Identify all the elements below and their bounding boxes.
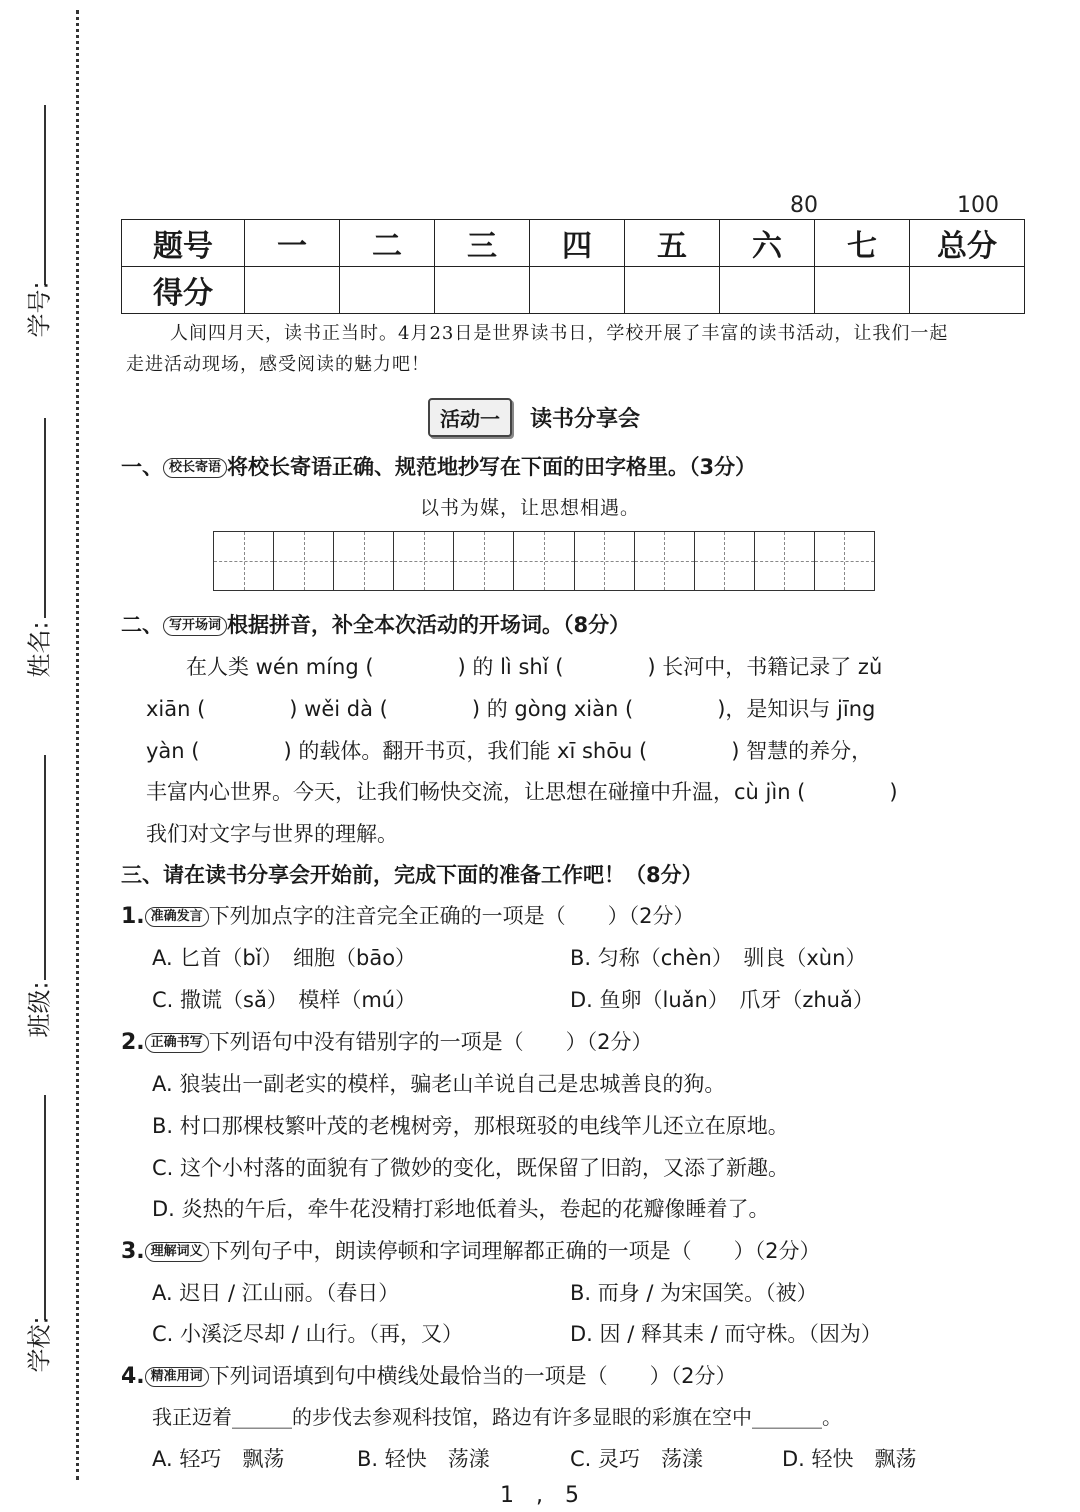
q3-item3-stem: [121, 1235, 821, 1265]
q3-item1-option-c[interactable]: C. 撒谎（sǎ） 模样（mú）: [152, 988, 417, 1012]
grid-cell[interactable]: [635, 532, 695, 590]
grid-cell[interactable]: [575, 532, 635, 590]
q2-line-4: 丰富内心世界。今天，让我们畅快交流，让思想在碰撞中升温，cù jìn ( ): [146, 780, 898, 804]
q1-tag: 校长寄语: [163, 458, 227, 478]
grid-cell[interactable]: [274, 532, 334, 590]
q2-number: 二、: [121, 613, 163, 637]
q2-heading: [121, 609, 630, 639]
score-header-cell: 四: [530, 220, 625, 267]
score-table-score-row: [122, 267, 1025, 314]
item-text: 下列句子中，朗读停顿和字词理解都正确的一项是（ ）（2分）: [208, 1239, 821, 1263]
q3-item2-option-c[interactable]: C. 这个小村落的面貌有了微妙的变化，既保留了旧韵，又添了新趣。: [152, 1156, 790, 1180]
q3-item3-option-b[interactable]: B. 而身 / 为宋国笑。（被）: [570, 1281, 818, 1305]
grid-cell[interactable]: [454, 532, 514, 590]
q3-item2-option-b[interactable]: B. 村口那棵枝繁叶茂的老槐树旁，那根斑驳的电线竿儿还立在原地。: [152, 1114, 789, 1138]
score-header-cell: 题号: [122, 220, 245, 267]
score-input-cell[interactable]: [720, 267, 815, 314]
binding-dotted-line: [76, 10, 79, 1480]
tianzige-grid[interactable]: [213, 531, 875, 591]
q3-heading: 三、请在读书分享会开始前，完成下面的准备工作吧！（8分）: [121, 863, 703, 887]
q2-line-5: 我们对文字与世界的理解。: [146, 822, 398, 846]
item-number: 2.: [121, 1030, 145, 1055]
item-tag: 准确发言: [145, 907, 209, 927]
q3-item1-option-a[interactable]: A. 匕首（bǐ） 细胞（bāo）: [152, 946, 417, 970]
class-line[interactable]: [44, 755, 46, 980]
q3-item1-stem: [121, 900, 695, 930]
page-number: 1 , 5: [500, 1483, 579, 1508]
grid-cell[interactable]: [815, 532, 874, 590]
item-text: 下列加点字的注音完全正确的一项是（ ）（2分）: [208, 904, 695, 928]
q1-heading: [121, 451, 756, 481]
student-id-line[interactable]: [44, 105, 46, 285]
activity-label: 活动一: [428, 398, 512, 437]
q3-item3-option-a[interactable]: A. 迟日 / 江山丽。（春日）: [152, 1281, 400, 1305]
school-line[interactable]: [44, 1095, 46, 1320]
q3-item4-sentence: 我正迈着______的步伐去参观科技馆，路边有许多显眼的彩旗在空中_______。: [152, 1405, 842, 1429]
q3-item4-option-a[interactable]: A. 轻巧 飘荡: [152, 1447, 285, 1471]
activity-name: 读书分享会: [530, 407, 641, 432]
grid-cell[interactable]: [755, 532, 815, 590]
grid-cell[interactable]: [695, 532, 755, 590]
q2-line-3: yàn ( ) 的载体。翻开书页，我们能 xī shōu ( ) 智慧的养分，: [146, 739, 873, 763]
score-input-cell[interactable]: [340, 267, 435, 314]
score-table: [121, 219, 1025, 314]
score-input-cell[interactable]: [530, 267, 625, 314]
name-line[interactable]: [44, 418, 46, 618]
q1-text: 将校长寄语正确、规范地抄写在下面的田字格里。（3分）: [227, 455, 757, 479]
item-tag: 理解词义: [145, 1242, 209, 1262]
grid-cell[interactable]: [394, 532, 454, 590]
item-text: 下列词语填到句中横线处最恰当的一项是（ ）（2分）: [208, 1364, 737, 1388]
score-header-cell: 六: [720, 220, 815, 267]
item-tag: 精准用词: [145, 1367, 209, 1387]
q2-text: 根据拼音，补全本次活动的开场词。（8分）: [227, 613, 631, 637]
score-input-cell[interactable]: [625, 267, 720, 314]
item-text: 下列语句中没有错别字的一项是（ ）（2分）: [208, 1030, 653, 1054]
score-header-cell: 总分: [910, 220, 1025, 267]
grid-cell[interactable]: [514, 532, 574, 590]
q3-item2-stem: [121, 1026, 653, 1056]
item-number: 3.: [121, 1239, 145, 1264]
q1-quote: 以书为媒，让思想相遇。: [420, 497, 641, 519]
q1-number: 一、: [121, 455, 163, 479]
name-label: 姓名:: [25, 621, 54, 678]
student-id-label: 学号:: [25, 281, 54, 338]
q2-tag: 写开场词: [163, 616, 227, 636]
score-input-cell[interactable]: [815, 267, 910, 314]
item-tag: 正确书写: [145, 1033, 209, 1053]
score-header-cell: 七: [815, 220, 910, 267]
handwritten-score-right: 100: [957, 193, 999, 218]
q3-item4-option-d[interactable]: D. 轻快 飘荡: [782, 1447, 917, 1471]
q3-item4-stem: [121, 1360, 737, 1390]
q3-item2-option-d[interactable]: D. 炎热的午后，牵牛花没精打彩地低着头，卷起的花瓣像睡着了。: [152, 1197, 770, 1221]
item-number: 4.: [121, 1364, 145, 1389]
score-row-label: 得分: [122, 267, 245, 314]
school-label: 学校:: [25, 1316, 54, 1373]
score-header-cell: 二: [340, 220, 435, 267]
score-table-header-row: [122, 220, 1025, 267]
q3-item4-option-b[interactable]: B. 轻快 荡漾: [357, 1447, 490, 1471]
q3-item3-option-c[interactable]: C. 小溪泛尽却 / 山行。（再，又）: [152, 1322, 463, 1346]
q3-item4-option-c[interactable]: C. 灵巧 荡漾: [570, 1447, 704, 1471]
q2-line-2: xiān ( ) wěi dà ( ) 的 gòng xiàn ( )，是知识与 jīng: [146, 697, 876, 721]
q3-item3-option-d[interactable]: D. 因 / 释其耒 / 而守株。（因为）: [570, 1322, 882, 1346]
score-header-cell: 一: [245, 220, 340, 267]
score-input-cell[interactable]: [910, 267, 1025, 314]
item-number: 1.: [121, 904, 145, 929]
q3-item1-option-d[interactable]: D. 鱼卵（luǎn） 爪牙（zhuǎ）: [570, 988, 874, 1012]
score-input-cell[interactable]: [245, 267, 340, 314]
class-label: 班级:: [25, 981, 54, 1038]
activity-title: [428, 398, 640, 437]
intro-paragraph: 人间四月天，读书正当时。4月23日是世界读书日，学校开展了丰富的读书活动，让我们一起走进活动现场，感受阅读的魅力吧！: [126, 323, 949, 375]
score-header-cell: 三: [435, 220, 530, 267]
q3-item2-option-a[interactable]: A. 狼装出一副老实的模样，骗老山羊说自己是忠城善良的狗。: [152, 1072, 726, 1096]
score-header-cell: 五: [625, 220, 720, 267]
q3-item1-option-b[interactable]: B. 匀称（chèn） 驯良（xùn）: [570, 946, 867, 970]
grid-cell[interactable]: [214, 532, 274, 590]
q2-line-1: 在人类 wén míng ( ) 的 lì shǐ ( ) 长河中，书籍记录了 zǔ: [186, 655, 883, 679]
handwritten-score-left: 80: [790, 193, 818, 218]
grid-cell[interactable]: [334, 532, 394, 590]
score-input-cell[interactable]: [435, 267, 530, 314]
